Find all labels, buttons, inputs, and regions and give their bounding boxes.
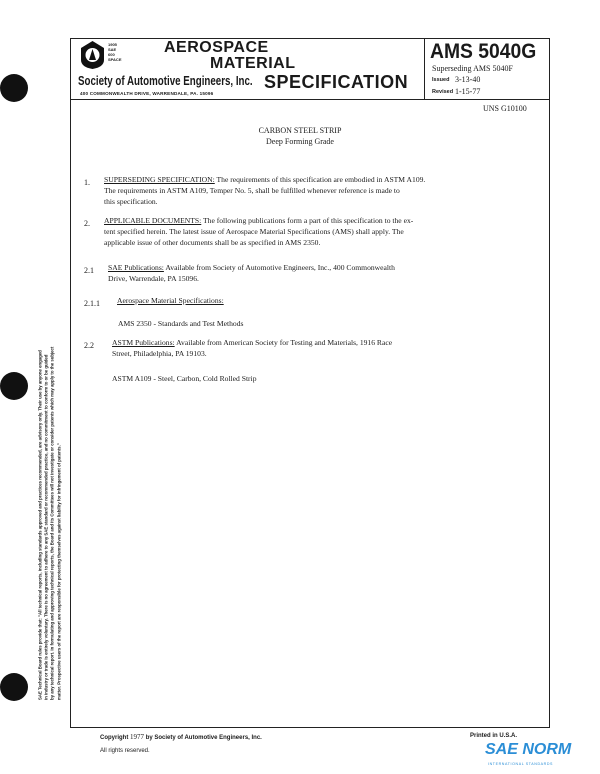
logo-line-1: 1905 xyxy=(108,42,117,47)
header-title-line-3: SPECIFICATION xyxy=(264,72,409,92)
revised-date: 1-15-77 xyxy=(455,87,481,96)
section-1-heading: SUPERSEDING SPECIFICATION: xyxy=(104,175,215,184)
section-2-2-heading: ASTM Publications: xyxy=(112,338,175,347)
section-2-line-3: applicable issue of other documents shall be as specified in AMS 2350. xyxy=(104,237,321,247)
section-1-line-3: this specification. xyxy=(104,196,158,206)
sae-logo-icon xyxy=(80,40,105,70)
section-2-1-line-1: Available from Society of Automotive Engineers, Inc., 400 Commonwealth xyxy=(163,263,395,272)
section-2-heading: APPLICABLE DOCUMENTS: xyxy=(104,216,202,225)
legal-disclaimer-sidebar xyxy=(38,140,63,700)
disclaimer-line-1: SAE Technical Board rules provide that: "All technical reports, including standards approved and practices recommended, are advisory only. Their use by anyone engaged xyxy=(37,350,43,700)
copyright-notice xyxy=(100,733,262,741)
society-name: Society of Automotive Engineers, Inc. xyxy=(78,74,253,88)
section-2-1-1-text xyxy=(117,296,537,307)
copyright-label: Copyright xyxy=(100,735,129,741)
logo-caption xyxy=(108,42,121,62)
section-2-2-number: 2.2 xyxy=(84,341,94,350)
section-2-1-1-heading: Aerospace Material Specifications: xyxy=(117,296,224,305)
section-1-number: 1. xyxy=(84,178,90,187)
revised-label: Revised xyxy=(432,89,454,95)
section-2-2-line-2: Street, Philadelphia, PA 19103. xyxy=(112,348,207,358)
watermark-subtitle: INTERNATIONAL STANDARDS xyxy=(488,762,554,766)
header-divider xyxy=(424,38,425,100)
header-title-line-2: MATERIAL xyxy=(210,55,296,72)
printed-in: Printed in U.S.A. xyxy=(470,733,518,739)
rights-reserved: All rights reserved. xyxy=(100,748,150,754)
binder-hole-top xyxy=(0,74,28,102)
disclaimer-line-2: in industry or trade is entirely voluntary. There is no agreement to adhere to any SAE standard or recommended practice, and no commitment to conform to or be guided xyxy=(43,354,49,700)
section-2-1-line-2: Drive, Warrendale, PA 15096. xyxy=(108,273,199,283)
section-2-number: 2. xyxy=(84,219,90,228)
section-2-1-1-number: 2.1.1 xyxy=(84,299,100,308)
binder-hole-bottom xyxy=(0,673,28,701)
section-1-line-1: The requirements of this specification are embodied in ASTM A109. xyxy=(214,175,426,184)
binder-hole-middle xyxy=(0,372,28,400)
issued-label: Issued xyxy=(432,77,450,83)
document-title: CARBON STEEL STRIP xyxy=(258,126,342,135)
section-2-line-1: The following publications form a part of this specification to the ex- xyxy=(201,216,414,225)
copyright-year: 1977 xyxy=(130,733,145,741)
disclaimer-line-3: by any technical report. In formulating and approving technical reports, the Board and its Committees will not investigate or consider patents which may apply to the subject xyxy=(50,346,55,700)
section-1-text xyxy=(104,175,524,207)
uns-designation: UNS G10100 xyxy=(483,104,527,113)
section-1-line-2: The requirements in ASTM A109, Temper No. 5, shall be fulfilled whenever reference is made to xyxy=(104,185,400,195)
superseding-note: Superseding AMS 5040F xyxy=(432,64,513,73)
issued-date: 3-13-40 xyxy=(455,75,481,84)
copyright-holder: by Society of Automotive Engineers, Inc. xyxy=(145,735,262,741)
document-subtitle: Deep Forming Grade xyxy=(266,137,334,146)
disclaimer-line-4: matter. Prospective users of the report are responsible for protecting themselves against liability for infringement of patents." xyxy=(56,443,62,700)
society-address: 400 COMMONWEALTH DRIVE, WARRENDALE, PA. 15096 xyxy=(80,91,214,96)
ams-number: AMS 5040G xyxy=(430,40,537,63)
section-2-2-item: ASTM A109 - Steel, Carbon, Cold Rolled Strip xyxy=(112,374,257,383)
section-2-1-text xyxy=(108,263,528,285)
logo-line-3: 600 xyxy=(108,52,115,57)
sae-norm-watermark: SAE NORM xyxy=(485,741,572,758)
section-2-1-1-item: AMS 2350 - Standards and Test Methods xyxy=(118,319,244,328)
header-title-line-1: AEROSPACE xyxy=(164,39,269,56)
logo-line-2: SAE xyxy=(108,47,117,52)
section-2-1-number: 2.1 xyxy=(84,266,94,275)
section-2-line-2: tent specified herein. The latest issue of Aerospace Material Specifications (AMS) shall apply. The xyxy=(104,226,404,236)
logo-line-4: SPACE xyxy=(108,57,122,62)
section-2-1-heading: SAE Publications: xyxy=(108,263,164,272)
section-2-text xyxy=(104,216,524,248)
section-2-2-line-1: Available from American Society for Testing and Materials, 1916 Race xyxy=(174,338,393,347)
section-2-2-text xyxy=(112,338,532,360)
